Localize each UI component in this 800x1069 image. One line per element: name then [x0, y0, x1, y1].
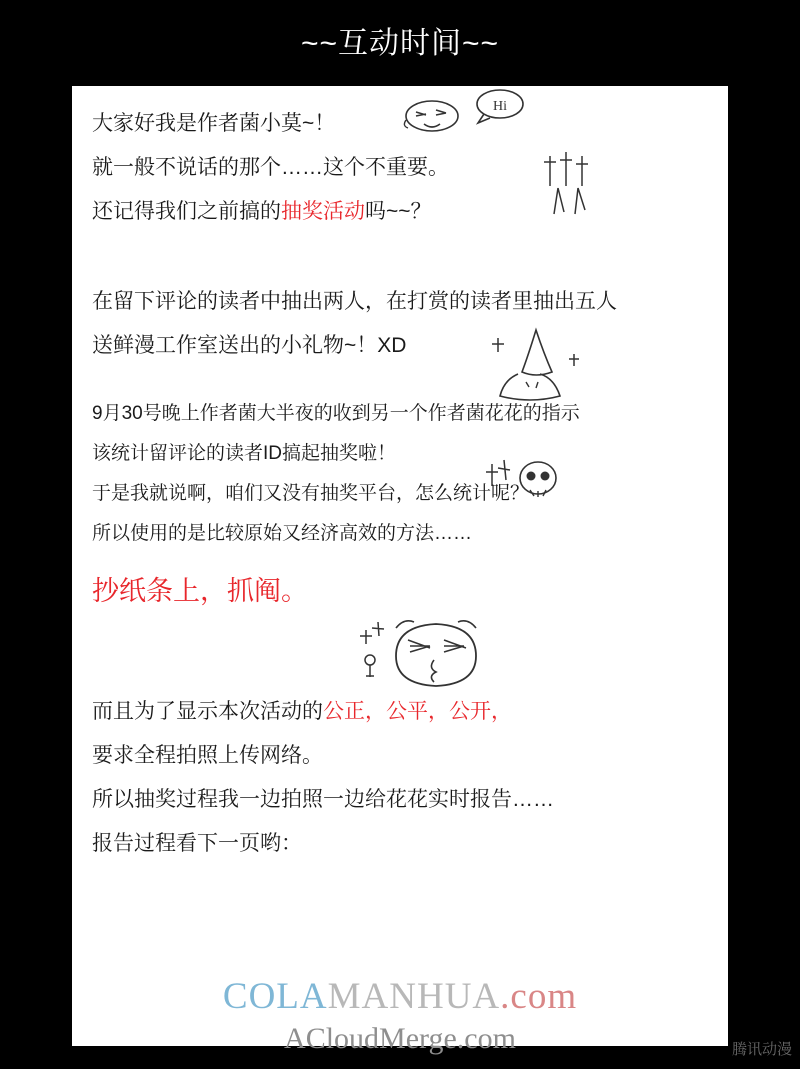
line-method: 抄纸条上，抓阄。 [92, 576, 308, 606]
svg-text:Hi: Hi [493, 99, 507, 114]
line-fairness [92, 690, 712, 734]
spacer-4 [92, 618, 712, 664]
fairness-part-1: 而且为了显示本次活动的 [92, 700, 323, 723]
line-story-4: 所以使用的是比较原始又经济高效的方法…… [92, 523, 473, 544]
watermark-corner-label: 腾讯动漫 [731, 1041, 792, 1058]
watermark-cola: COLA [222, 976, 328, 1017]
spacer-5 [92, 664, 712, 690]
line-draw-rule-2: 送鲜漫工作室送出的小礼物~！XD [92, 334, 407, 357]
line-quiet-one: 就一般不说话的那个……这个不重要。 [92, 156, 449, 179]
line-draw-rule-1: 在留下评论的读者中抽出两人，在打赏的读者里抽出五人 [92, 290, 617, 313]
line-process: 所以抽奖过程我一边拍照一边给花花实时报告…… [92, 788, 554, 811]
page-title: ~~互动时间~~ [300, 27, 500, 60]
line-story-3: 于是我就说啊，咱们又没有抽奖平台，怎么统计呢？ [92, 483, 530, 504]
comic-page-panel [72, 86, 728, 1046]
watermark-manhua: MANHUA [327, 976, 501, 1017]
line-requirement: 要求全程拍照上传网络。 [92, 744, 323, 767]
spacer-3 [92, 554, 712, 564]
lottery-question-part-1: 还记得我们之前搞的 [92, 200, 281, 223]
line-lottery-question [92, 190, 712, 234]
lottery-question-part-3: 吗~~？ [365, 200, 432, 223]
line-greeting: 大家好我是作者菌小莫~！ [92, 112, 336, 135]
watermark-com: .com [500, 976, 578, 1017]
line-next-page: 报告过程看下一页哟： [92, 832, 302, 855]
watermark-secondary: ACloudMerge.com [284, 1022, 516, 1055]
line-story-2: 该统计留评论的读者ID搞起抽奖啦！ [92, 443, 397, 464]
spacer-2 [92, 368, 712, 394]
spacer-1 [92, 234, 712, 280]
line-story-1: 9月30号晚上作者菌大半夜的收到另一个作者菌花花的指示 [92, 403, 580, 424]
fairness-keyword: 公正，公平，公开， [323, 700, 512, 723]
comic-text-body [92, 102, 712, 866]
lottery-keyword: 抽奖活动 [281, 200, 365, 223]
